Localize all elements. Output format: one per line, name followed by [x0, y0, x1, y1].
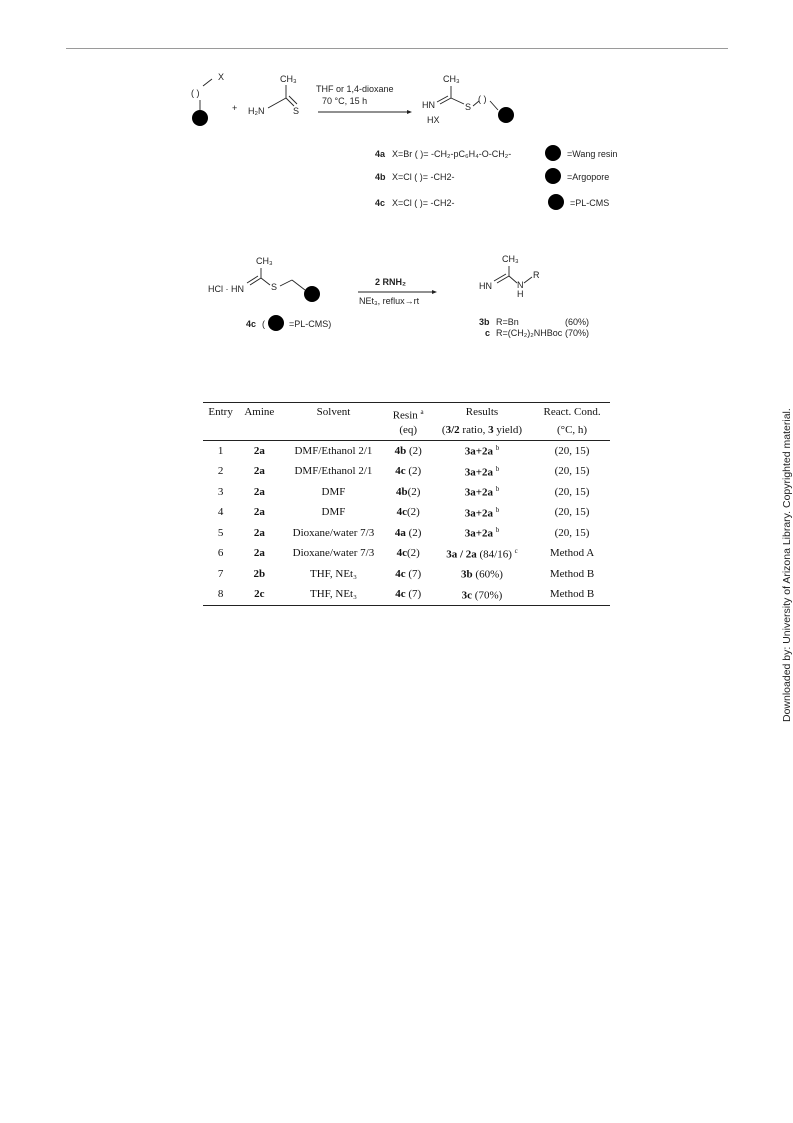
legend-bead	[545, 168, 561, 184]
sm-label-bead	[268, 315, 284, 331]
amidine-n: N	[517, 280, 524, 290]
thioamide-s: S	[293, 106, 300, 116]
cell-entry: 5	[217, 526, 224, 539]
table-row	[203, 543, 610, 564]
legend-desc: X=Cl ( )= -CH2-	[392, 198, 455, 208]
scheme-2	[208, 254, 589, 338]
cell-entry: 2	[217, 465, 224, 478]
reagent-line1: 2 RNH₂	[375, 277, 407, 287]
legend-desc: X=Br ( )= -CH₂-pC₆H₄-O-CH₂-	[392, 149, 512, 159]
cell-entry: 4	[217, 506, 224, 519]
sm-label-resin: =PL-CMS)	[289, 319, 332, 329]
header-resin-footnote: a	[420, 408, 424, 416]
cell-results: 3a+2a $^b$	[464, 526, 500, 540]
cell-results: 3a+2a $^b$	[464, 444, 500, 458]
table-row	[203, 482, 610, 503]
cell-results: 3a+2a $^b$	[464, 464, 500, 479]
sm-resin-bead	[304, 286, 320, 302]
reaction-schemes	[0, 0, 793, 360]
cell-amine: 2a	[253, 485, 265, 498]
legend-resin: =Wang resin	[567, 149, 618, 159]
sm-label-open: (	[262, 319, 265, 329]
table-row	[203, 440, 610, 461]
cell-solvent: THF, NEt₃	[309, 567, 357, 580]
product-yield: (60%)	[565, 317, 590, 327]
cell-solvent: DMF	[321, 506, 346, 519]
legend-desc: X=Cl ( )= -CH2-	[392, 172, 455, 182]
product-3c	[485, 328, 589, 338]
cell-conditions: (20, 15)	[554, 465, 590, 478]
header-conditions-unit: (°C, h)	[534, 424, 610, 441]
header-resin	[387, 403, 430, 424]
legend-bead	[545, 145, 561, 161]
table-row	[203, 502, 610, 523]
sm-ch3: CH₃	[256, 256, 273, 266]
resin-legend-4b	[375, 168, 609, 184]
cell-amine: 2a	[253, 526, 265, 539]
product-yield: (70%)	[565, 328, 590, 338]
cell-results: 3a+2a $^b$	[464, 505, 500, 520]
legend-resin: =Argopore	[567, 172, 610, 182]
cell-solvent: DMF	[321, 485, 346, 498]
conditions-line1: THF or 1,4-dioxane	[316, 84, 394, 94]
table-row	[203, 564, 610, 585]
conditions-line2: 70 °C, 15 h	[322, 96, 368, 106]
header-resin-unit: (eq)	[387, 424, 430, 441]
cell-amine: 2c	[238, 584, 280, 605]
header-solvent: Solvent	[280, 403, 386, 424]
legend-id: 4a	[375, 149, 386, 159]
resin-legend-4c	[375, 194, 609, 210]
legend-id: 4c	[375, 198, 386, 208]
table-row	[203, 461, 610, 482]
cell-entry: 8	[203, 584, 238, 605]
thioamide-h2n: H₂N	[248, 106, 265, 116]
product-desc: R=Bn	[496, 317, 519, 327]
cell-results: 3a+2a $^b$	[464, 485, 500, 499]
amidine-ch3: CH₃	[502, 254, 519, 264]
cell-entry: 3	[217, 485, 224, 498]
results-table	[203, 402, 610, 606]
product-3b	[479, 317, 589, 327]
plus-sign: +	[232, 103, 238, 113]
resin-bead	[192, 110, 208, 126]
thioamide-ch3: CH₃	[280, 74, 297, 84]
sm-s: S	[271, 282, 278, 292]
cell-conditions: Method B	[549, 567, 595, 580]
header-conditions: React. Cond.	[534, 403, 610, 424]
cell-resin: 4c (7)	[395, 567, 422, 580]
cell-solvent: THF, NEt₃	[280, 584, 386, 605]
cell-conditions: (20, 15)	[554, 526, 590, 539]
cell-amine: 2a	[253, 444, 265, 457]
header-results-unit: (3/2 ratio, 3 yield)	[430, 424, 534, 441]
cell-amine: 2a	[253, 547, 265, 560]
legend-id: 4b	[375, 172, 386, 182]
product-linker-paren: ( )	[478, 94, 487, 104]
cell-solvent: Dioxane/water 7/3	[292, 547, 375, 560]
cell-resin: 4b (2)	[394, 444, 422, 457]
cell-entry: 7	[217, 567, 224, 580]
amidine-r: R	[533, 270, 540, 280]
reagent-line2: NEt₃, reflux→rt	[359, 296, 420, 306]
cell-solvent: Dioxane/water 7/3	[292, 526, 375, 539]
table-body	[203, 440, 610, 605]
halide-x-label: X	[218, 72, 225, 82]
table-row	[203, 523, 610, 544]
product-s: S	[465, 102, 472, 112]
product-ch3: CH₃	[443, 74, 460, 84]
cell-results: 3c (70%)	[430, 584, 534, 605]
cell-resin: 4c (7)	[387, 584, 430, 605]
header-amine: Amine	[238, 403, 280, 424]
cell-resin: 4b(2)	[395, 485, 421, 498]
cell-resin: 4c (2)	[395, 465, 422, 478]
product-hn: HN	[422, 100, 435, 110]
cell-results: 3a / 2a (84/16) $^c$	[446, 546, 518, 561]
scheme-1	[191, 72, 617, 210]
cell-amine: 2b	[253, 567, 266, 580]
sm-label-id: 4c	[246, 319, 257, 329]
cell-solvent: DMF/Ethanol 2/1	[294, 444, 373, 457]
cell-conditions: (20, 15)	[554, 506, 590, 519]
legend-resin: =PL-CMS	[570, 198, 610, 208]
product-id: 3b	[479, 317, 490, 327]
cell-conditions: Method B	[534, 584, 610, 605]
header-results: Results	[430, 403, 534, 424]
product-desc: R=(CH₂)₂NHBoc	[496, 328, 563, 338]
amidine-hn: HN	[479, 281, 492, 291]
amidine-h: H	[517, 289, 524, 299]
cell-solvent: DMF/Ethanol 2/1	[294, 465, 373, 478]
product-id: c	[485, 328, 491, 338]
cell-conditions: (20, 15)	[554, 444, 590, 457]
cell-entry: 1	[217, 444, 224, 457]
sm-hcl-hn: HCl · HN	[208, 284, 244, 294]
header-resin-label: Resin	[392, 409, 418, 422]
cell-amine: 2a	[253, 465, 265, 478]
header-entry: Entry	[203, 403, 238, 424]
product-hx: HX	[427, 115, 440, 125]
table-row	[203, 584, 610, 605]
cell-amine: 2a	[253, 506, 265, 519]
cell-conditions: Method A	[549, 547, 595, 560]
product-resin-bead	[498, 107, 514, 123]
cell-resin: 4c(2)	[396, 506, 420, 519]
download-watermark: Downloaded by: University of Arizona Library. Copyrighted material.	[781, 408, 793, 722]
cell-resin: 4a (2)	[394, 526, 422, 539]
cell-resin: 4c(2)	[396, 547, 420, 560]
cell-results: 3b (60%)	[461, 568, 503, 581]
cell-conditions: (20, 15)	[554, 485, 590, 498]
cell-entry: 6	[217, 547, 224, 560]
legend-bead	[548, 194, 564, 210]
linker-paren: ( )	[191, 88, 200, 98]
table-header	[203, 403, 610, 441]
resin-legend-4a	[375, 145, 617, 161]
